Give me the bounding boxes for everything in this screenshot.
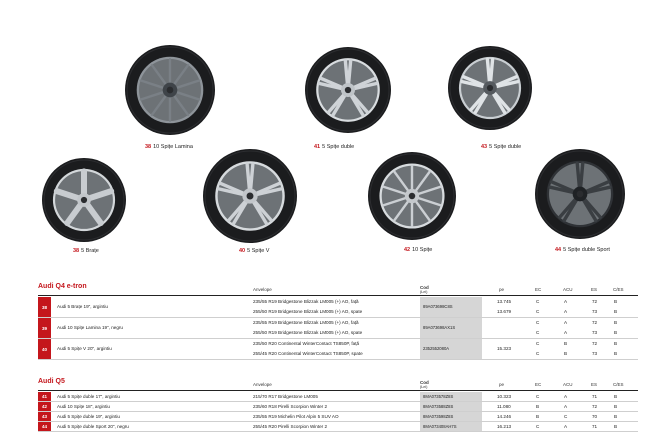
wheel-image [303,45,393,135]
section-title: Audi Q4 e-tron [38,283,87,290]
header-rule [38,295,638,296]
row-ces: B [614,330,618,335]
wheel-card [201,147,299,245]
header-pe: pe [499,382,505,387]
row-description: Audi 5 Brațe 19", argintiu [57,304,108,309]
wheel-number: 38 [73,248,80,254]
wheel-image [201,147,299,245]
header-anvelope: Anvelope [253,287,272,292]
wheel-card [446,44,534,132]
row-es: 71 [592,393,598,399]
row-price: 13.745 [497,299,512,304]
row-index: 40 [38,339,51,359]
row-acu: B [564,351,568,356]
row-ec: C [536,341,540,346]
wheel-image [366,150,458,242]
wheel-caption [404,247,432,253]
header-ces: C/ES [613,287,624,292]
wheel-card [303,45,393,135]
header-anvelope: Anvelope [253,382,272,387]
row-ces: B [614,413,618,419]
table-row [38,402,638,412]
row-tyre: 215/70 R17 Bridgestone LM005 [253,393,318,399]
row-tyre: 235/55 R19 Bridgestone Blizzak LM005 (+) AO, față [253,320,359,325]
row-acu: A [564,403,568,409]
row-tyre: 255/50 R19 Bridgestone Blizzak LM005 (+) AO, spate [253,309,363,314]
row-code: 8MA073578Z8S [423,393,454,399]
wheel-number: 40 [239,248,246,254]
wheel-number: 43 [481,144,488,150]
row-index: 43 [38,412,51,421]
header-cod-sub: (Lei) [420,290,428,294]
row-tyre: 255/50 R19 Bridgestone Blizzak LM005 (+) AO, spate [253,330,363,335]
row-es: 73 [592,351,598,356]
row-code: 8MA073588Z8S [423,403,454,409]
row-es: 73 [592,309,598,314]
row-ec: C [536,423,540,429]
row-es: 73 [592,330,598,335]
row-acu: A [564,330,568,335]
table-row [38,318,638,339]
row-index: 39 [38,318,51,338]
row-ec: C [536,320,540,325]
row-ces: B [614,299,618,304]
wheel-caption [239,248,269,254]
header-rule [38,390,638,391]
row-tyre: 235/55 R19 Bridgestone Blizzak LM005 (+) AO, față [253,299,359,304]
table-row [38,422,638,432]
row-acu: B [564,341,568,346]
row-ec: C [536,393,540,399]
row-acu: A [564,320,568,325]
row-ces: B [614,403,618,409]
wheel-card [123,43,217,137]
row-description: Audi 5 Spițe duble Sport 20", negru [57,423,129,429]
wheel-caption [145,144,193,150]
row-code: 8MA073598Z8S [423,413,454,419]
header-cod [420,380,429,389]
header-cod-label: Cod [420,380,429,385]
header-ec: EC [535,287,542,292]
row-acu: A [564,309,568,314]
row-acu: A [564,299,568,304]
row-ces: B [614,423,618,429]
row-es: 72 [592,403,598,409]
wheel-image [123,43,217,137]
row-code: 89A073698AX1S [423,325,456,330]
wheel-name: 5 Spițe duble [489,144,522,150]
header-cod-label: Cod [420,285,429,290]
row-es: 70 [592,413,598,419]
row-code: 89A073698C8S [423,304,453,309]
row-description: Audi 5 Spițe V 20", argintiu [57,346,112,351]
wheel-caption [481,144,521,150]
row-tyre: 235/50 R20 Continental WinterContact TS850P, față [253,341,360,346]
row-description: Audi 5 Spițe duble 19", argintiu [57,413,120,419]
row-ec: B [536,403,540,409]
wheel-number: 41 [314,144,321,150]
wheel-caption [314,144,354,150]
row-ec: C [536,309,540,314]
row-ces: B [614,341,618,346]
header-cod [420,285,429,294]
header-pe: pe [499,287,505,292]
wheel-name: 5 Spițe V [247,248,270,254]
wheel-image [533,147,627,241]
wheel-name: 5 Spițe duble [322,144,355,150]
row-ec: C [536,330,540,335]
row-price: 13.679 [497,309,512,314]
row-tyre: 235/60 R18 Pirelli Scorpion Winter 2 [253,403,328,409]
table-row [38,339,638,360]
wheel-number: 42 [404,247,411,253]
row-price: 16.213 [497,423,512,429]
wheel-number: 38 [145,144,152,150]
row-ec: C [536,299,540,304]
row-price: 14.246 [497,413,512,419]
row-acu: C [564,413,568,419]
wheel-card [40,156,128,244]
row-index: 41 [38,392,51,401]
wheel-image [446,44,534,132]
row-acu: A [564,423,568,429]
wheel-card [366,150,458,242]
wheel-name: 5 Brațe [81,248,99,254]
table-row [38,297,638,318]
row-code: 8MA073408AH7S [423,423,457,429]
header-ec: EC [535,382,542,387]
header-es: ES [591,382,598,387]
wheel-image [40,156,128,244]
row-es: 72 [592,299,598,304]
wheel-name: 5 Spițe duble Sport [563,247,610,253]
table-row [38,392,638,402]
row-es: 71 [592,423,598,429]
row-ces: B [614,309,618,314]
wheel-caption [73,248,99,254]
row-tyre: 235/55 R19 Michelin Pilot Alpin 5 SUV AO [253,413,339,419]
wheel-caption [555,247,610,253]
table-row [38,412,638,422]
row-price: 10.323 [497,393,512,399]
wheel-card [533,147,627,241]
header-acu: ACU [563,382,573,387]
wheel-name: 10 Spițe Lamina [153,144,193,150]
row-tyre: 255/45 R20 Continental WinterContact TS850P, spate [253,351,363,356]
row-price: 15.323 [497,346,512,351]
header-acu: ACU [563,287,573,292]
header-ces: C/ES [613,382,624,387]
row-ces: B [614,393,618,399]
row-index: 44 [38,422,51,431]
row-description: Audi 10 Spițe Lamina 19", negru [57,325,123,330]
row-price: 11.080 [497,403,511,409]
row-tyre: 255/45 R20 Pirelli Scorpion Winter 2 [253,423,328,429]
header-es: ES [591,287,598,292]
section-title: Audi Q5 [38,378,65,385]
wheel-number: 44 [555,247,562,253]
row-es: 72 [592,341,598,346]
row-ces: B [614,351,618,356]
row-description: Audi 10 Spițe 18", argintiu [57,403,110,409]
row-ec: B [536,413,540,419]
wheel-name: 10 Spițe [412,247,433,253]
row-es: 72 [592,320,598,325]
row-code: 2352552080A [423,346,450,351]
row-index: 42 [38,402,51,411]
header-cod-sub: (Lei) [420,385,428,389]
row-description: Audi 5 Spițe duble 17", argintiu [57,393,120,399]
row-ces: B [614,320,618,325]
row-index: 38 [38,297,51,317]
row-ec: C [536,351,540,356]
row-acu: A [564,393,568,399]
